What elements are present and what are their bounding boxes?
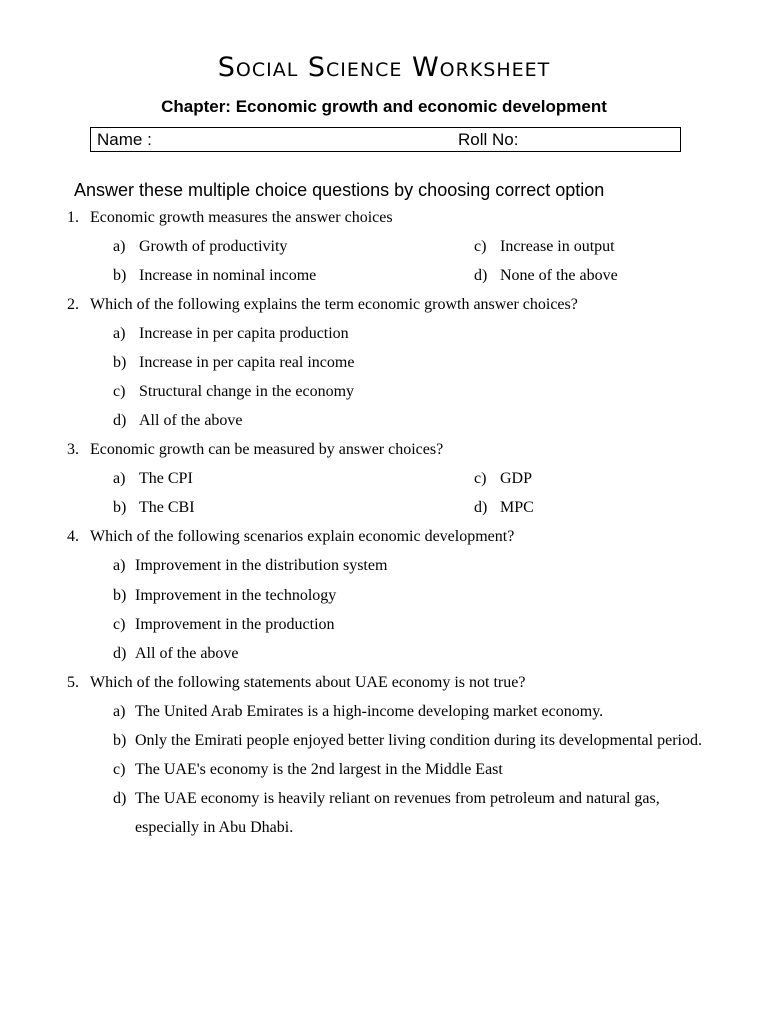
option-letter: c) xyxy=(474,238,487,255)
option-text: Improvement in the distribution system xyxy=(135,557,388,574)
option-letter: b) xyxy=(113,587,127,604)
option-4a xyxy=(113,557,387,575)
option-text: All of the above xyxy=(135,645,239,662)
option-text: Only the Emirati people enjoyed better living condition during its developmental period. xyxy=(135,732,702,749)
option-text: The CPI xyxy=(139,470,193,487)
question-text: Which of the following explains the term economic growth answer choices? xyxy=(90,296,578,313)
option-5d xyxy=(113,790,660,808)
option-1c xyxy=(474,238,615,256)
option-text: The UAE's economy is the 2nd largest in the Middle East xyxy=(135,761,503,778)
option-4b xyxy=(113,587,336,605)
option-letter: a) xyxy=(113,470,126,487)
question-5 xyxy=(67,674,525,692)
chapter-subtitle: Chapter: Economic growth and economic development xyxy=(161,97,607,116)
question-number: 1. xyxy=(67,209,79,226)
option-1d xyxy=(474,267,618,285)
option-letter: d) xyxy=(113,790,127,807)
option-text: Improvement in the production xyxy=(135,616,335,633)
option-text: MPC xyxy=(500,499,534,516)
question-2 xyxy=(67,296,578,314)
option-text: The UAE economy is heavily reliant on revenues from petroleum and natural gas, xyxy=(135,790,660,807)
option-text: All of the above xyxy=(139,412,243,429)
option-2b xyxy=(113,354,354,372)
option-letter: c) xyxy=(113,383,126,400)
option-text: GDP xyxy=(500,470,533,487)
question-number: 5. xyxy=(67,674,79,691)
option-4d xyxy=(113,645,239,663)
option-5b xyxy=(113,732,702,750)
option-3b xyxy=(113,499,195,517)
option-letter: d) xyxy=(474,267,488,284)
roll-label: Roll No: xyxy=(458,130,519,149)
option-4c xyxy=(113,616,335,634)
option-letter: d) xyxy=(113,645,127,662)
option-5a xyxy=(113,703,603,721)
option-letter: d) xyxy=(474,499,488,516)
name-roll-box xyxy=(90,127,681,152)
option-2d xyxy=(113,412,243,430)
option-5d-continuation: especially in Abu Dhabi. xyxy=(135,819,294,836)
option-text: Improvement in the technology xyxy=(135,587,337,604)
option-3c xyxy=(474,470,532,488)
option-2c xyxy=(113,383,354,401)
question-number: 2. xyxy=(67,296,79,313)
option-3a xyxy=(113,470,193,488)
option-letter: c) xyxy=(113,616,126,633)
option-letter: b) xyxy=(113,732,127,749)
option-2a xyxy=(113,325,349,343)
option-1a xyxy=(113,238,287,256)
option-letter: a) xyxy=(113,557,126,574)
option-letter: c) xyxy=(474,470,487,487)
question-4 xyxy=(67,528,514,546)
name-label: Name : xyxy=(97,130,152,149)
option-text: Increase in output xyxy=(500,238,615,255)
option-letter: b) xyxy=(113,354,127,371)
option-text: The United Arab Emirates is a high-income developing market economy. xyxy=(135,703,604,720)
instructions: Answer these multiple choice questions by choosing correct option xyxy=(74,180,605,200)
option-text: Growth of productivity xyxy=(139,238,288,255)
option-letter: a) xyxy=(113,703,126,720)
question-3 xyxy=(67,441,443,459)
option-letter: c) xyxy=(113,761,126,778)
question-text: Economic growth measures the answer choices xyxy=(90,209,393,226)
question-number: 4. xyxy=(67,528,79,545)
option-1b xyxy=(113,267,316,285)
question-text: Economic growth can be measured by answer choices? xyxy=(90,441,444,458)
option-text: Increase in per capita real income xyxy=(139,354,355,371)
option-5c xyxy=(113,761,503,779)
question-number: 3. xyxy=(67,441,79,458)
option-letter: b) xyxy=(113,499,127,516)
option-letter: a) xyxy=(113,238,126,255)
question-text: Which of the following statements about UAE economy is not true? xyxy=(90,674,526,691)
option-letter: d) xyxy=(113,412,127,429)
option-text: Increase in nominal income xyxy=(139,267,317,284)
option-text: Structural change in the economy xyxy=(139,383,355,400)
option-letter: b) xyxy=(113,267,127,284)
option-letter: a) xyxy=(113,325,126,342)
worksheet-title: Social Science Worksheet xyxy=(217,52,551,83)
question-1 xyxy=(67,209,393,227)
option-3d xyxy=(474,499,534,517)
option-text: The CBI xyxy=(139,499,195,516)
option-text: Increase in per capita production xyxy=(139,325,349,342)
question-text: Which of the following scenarios explain economic development? xyxy=(90,528,515,545)
option-text: None of the above xyxy=(500,267,618,284)
